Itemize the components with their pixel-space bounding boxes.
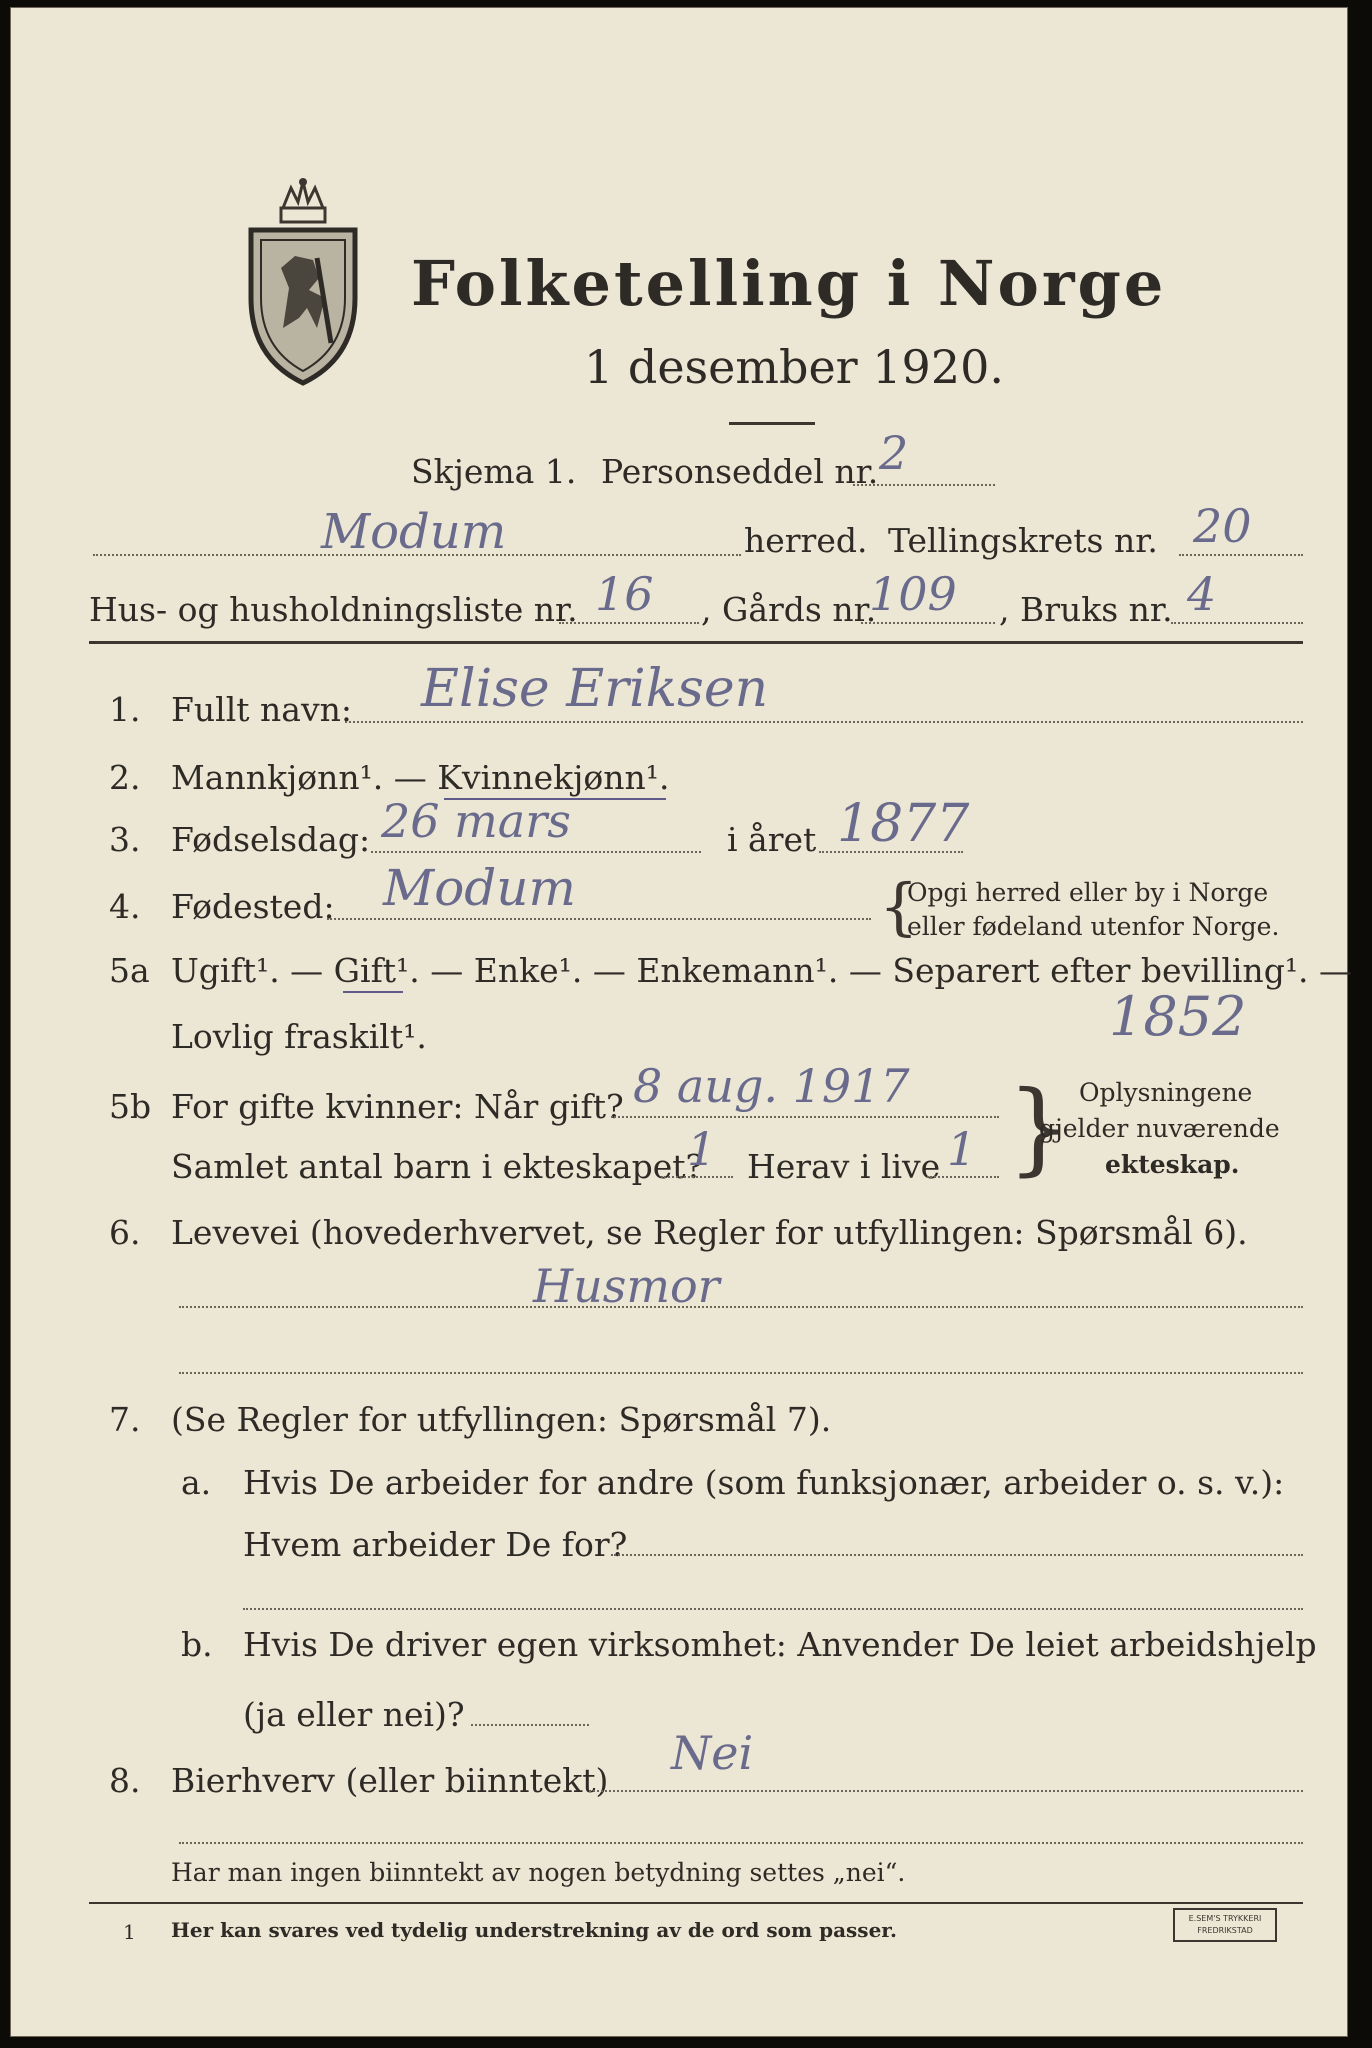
- q7b-label-line2: (ja eller nei)?: [243, 1695, 465, 1734]
- q4-field-line: [327, 918, 871, 920]
- q7b-field-line: [471, 1724, 589, 1726]
- gards-field-line: [861, 622, 995, 624]
- q3-label: Fødselsdag:: [171, 820, 371, 859]
- q4-number: 4.: [109, 887, 141, 926]
- q5a-margin-value: 1852: [1109, 985, 1247, 1048]
- q1-value: Elise Eriksen: [421, 659, 769, 719]
- q7-number: 7.: [109, 1400, 141, 1439]
- header-divider: [89, 641, 1303, 644]
- q8-number: 8.: [109, 1761, 141, 1800]
- bruks-value: 4: [1187, 567, 1217, 621]
- q7a-label: Hvis De arbeider for andre (som funksjonær, arbeider o. s. v.):: [243, 1463, 1285, 1502]
- q5a-label: Ugift¹. — Gift¹. — Enke¹. — Enkemann¹. — Separert efter bevilling¹. —: [171, 951, 1353, 990]
- footnote-divider: [89, 1902, 1303, 1904]
- printer-mark-box: [1173, 1908, 1277, 1942]
- q3-year-label: i året: [727, 820, 817, 859]
- bruks-field-line: [1171, 622, 1303, 624]
- census-date: 1 desember 1920.: [584, 340, 1004, 394]
- q7a-label-line2: Hvem arbeider De for?: [243, 1525, 628, 1564]
- census-form-page: [10, 7, 1353, 2037]
- personseddel-label: Personseddel nr.: [601, 452, 879, 491]
- q5a-number: 5a: [109, 951, 150, 990]
- footnote-text: Her kan svares ved tydelig understrekning av de ord som passer.: [171, 1918, 897, 1942]
- q7a-field-line1: [611, 1554, 1303, 1556]
- q5b-married-value: 8 aug. 1917: [633, 1059, 910, 1113]
- q4-note-line2: eller fødeland utenfor Norge.: [907, 912, 1280, 941]
- q4-value: Modum: [383, 859, 576, 917]
- q4-note-brace: {: [879, 870, 919, 943]
- printer-mark-text: E.SEM'S TRYKKERI FREDRIKSTAD: [1188, 1914, 1262, 1935]
- q5b-label: For gifte kvinner: Når gift?: [171, 1087, 624, 1126]
- q5b-note-line2: gjelder nuværende: [1039, 1114, 1280, 1143]
- q2-label: Mannkjønn¹. — Kvinnekjønn¹.: [171, 758, 670, 797]
- gards-label: , Gårds nr.: [701, 590, 877, 629]
- q5b-number: 5b: [109, 1087, 152, 1126]
- q6-field-line2: [179, 1372, 1303, 1374]
- q5b-alive-field-line: [927, 1176, 999, 1178]
- q3-number: 3.: [109, 820, 141, 859]
- q6-field-line1: [179, 1306, 1303, 1308]
- q5b-children-value: 1: [687, 1122, 717, 1176]
- q5a-gift-underline: [343, 991, 403, 993]
- q7a-letter: a.: [181, 1463, 212, 1502]
- q1-field-line: [345, 721, 1303, 723]
- bruks-label: , Bruks nr.: [999, 590, 1173, 629]
- personseddel-field-line: [853, 484, 995, 486]
- q5b-field-line: [611, 1116, 999, 1118]
- q3-field-line: [371, 851, 701, 853]
- q5a-label-line2: Lovlig fraskilt¹.: [171, 1017, 427, 1056]
- q4-label: Fødested:: [171, 887, 335, 926]
- norway-coat-of-arms-icon: [243, 178, 363, 388]
- q5b-alive-label: Herav i live: [747, 1147, 941, 1186]
- footer-note: Har man ingen biinntekt av nogen betydning settes „nei“.: [171, 1858, 906, 1887]
- tellingskrets-label: Tellingskrets nr.: [888, 521, 1158, 560]
- q7b-letter: b.: [181, 1625, 213, 1664]
- q5b-note-line1: Oplysningene: [1079, 1078, 1253, 1107]
- q8-value: Nei: [671, 1726, 754, 1780]
- q8-label: Bierhverv (eller biinntekt): [171, 1761, 609, 1800]
- q3-year-value: 1877: [837, 794, 970, 854]
- hus-field-line: [559, 622, 699, 624]
- herred-value: Modum: [321, 504, 507, 560]
- q5b-alive-value: 1: [947, 1122, 977, 1176]
- form-title: Folketelling i Norge: [411, 247, 1167, 320]
- q1-label: Fullt navn:: [171, 690, 352, 729]
- gards-value: 109: [869, 567, 957, 621]
- q3-value: 26 mars: [381, 794, 571, 848]
- tellingskrets-value: 20: [1193, 499, 1252, 553]
- footnote-number: 1: [123, 1920, 136, 1944]
- hus-label: Hus- og husholdningsliste nr.: [89, 590, 578, 629]
- q7b-label: Hvis De driver egen virksomhet: Anvender De leiet arbeidshjelp: [243, 1625, 1317, 1664]
- title-divider: [729, 422, 815, 425]
- q5b-children-field-line: [661, 1176, 733, 1178]
- q6-value: Husmor: [533, 1259, 720, 1313]
- q5b-note-line3: ekteskap.: [1105, 1150, 1240, 1179]
- q7a-field-line2: [243, 1608, 1303, 1610]
- herred-label: herred.: [744, 521, 868, 560]
- q4-note-line1: Opgi herred eller by i Norge: [907, 878, 1269, 907]
- q5b-note-brace: }: [1007, 1069, 1071, 1186]
- q8-field-line1: [589, 1790, 1303, 1792]
- q5b-children-label: Samlet antal barn i ekteskapet?: [171, 1147, 704, 1186]
- q7-label: (Se Regler for utfyllingen: Spørsmål 7).: [171, 1400, 832, 1439]
- q8-field-line2: [179, 1842, 1303, 1844]
- q6-number: 6.: [109, 1213, 141, 1252]
- skjema-label: Skjema 1.: [411, 452, 577, 491]
- personseddel-value: 2: [879, 426, 909, 480]
- hus-value: 16: [595, 567, 654, 621]
- q2-number: 2.: [109, 758, 141, 797]
- q1-number: 1.: [109, 690, 141, 729]
- q6-label: Levevei (hovederhvervet, se Regler for utfyllingen: Spørsmål 6).: [171, 1213, 1248, 1252]
- tellingskrets-field-line: [1179, 554, 1303, 556]
